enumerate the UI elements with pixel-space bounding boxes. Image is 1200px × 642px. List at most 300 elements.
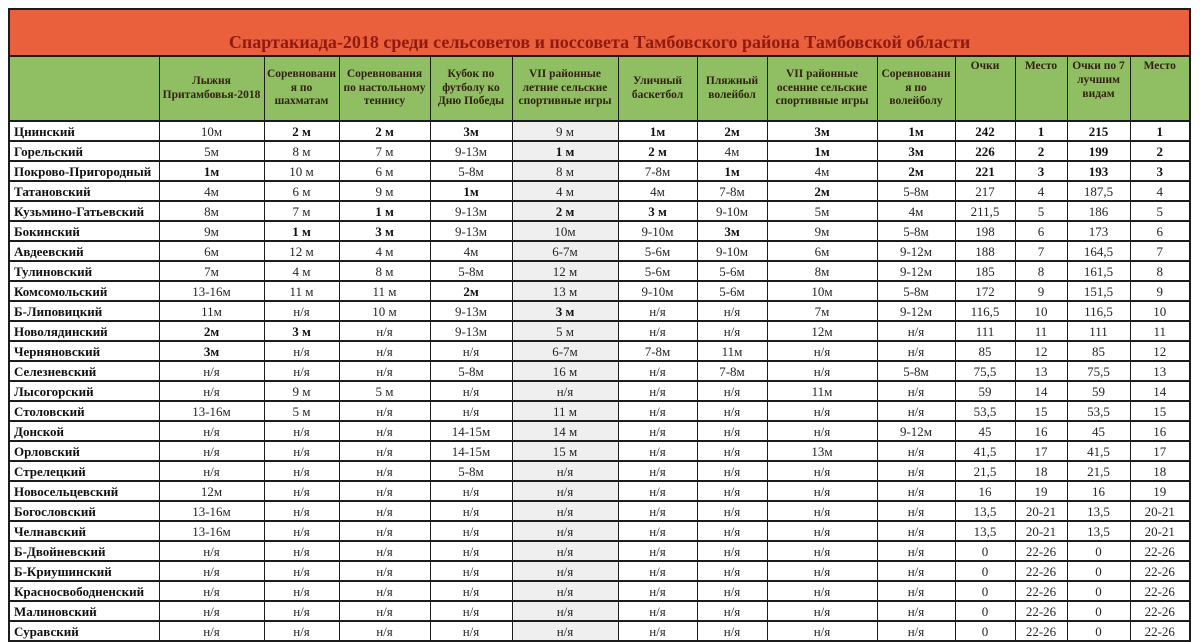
result-cell: н/я [339,461,430,481]
table-row [9,361,1190,381]
result-cell: 20-21 [1015,501,1067,521]
result-cell: 1 [1130,121,1190,141]
result-cell: 5-6м [697,281,767,301]
result-cell: 2 [1015,141,1067,161]
result-cell: 173 [1067,221,1130,241]
table-row [9,541,1190,561]
result-cell: 12м [767,321,877,341]
result-cell: 17 [1130,441,1190,461]
result-cell: н/я [767,581,877,601]
column-header: Место [1015,56,1067,121]
result-cell: н/я [877,401,955,421]
result-cell: н/я [877,461,955,481]
result-cell: 45 [955,421,1015,441]
result-cell: н/я [877,341,955,361]
result-cell: н/я [430,401,512,421]
result-cell: 15 м [512,441,618,461]
table-row [9,321,1190,341]
result-cell: 4м [159,181,264,201]
result-cell: 13,5 [1067,501,1130,521]
result-cell: 4 м [264,261,339,281]
result-cell: н/я [339,541,430,561]
result-cell: 16 [955,481,1015,501]
result-cell: н/я [877,441,955,461]
table-row [9,461,1190,481]
result-cell: 11м [697,341,767,361]
column-header: VII районные осенние сельские спортивные игры [767,56,877,121]
row-name-cell: Орловский [9,441,159,461]
row-name-cell: Б-Липовицкий [9,301,159,321]
row-name-cell: Челнавский [9,521,159,541]
result-cell: н/я [767,621,877,641]
result-cell: 2м [767,181,877,201]
result-cell: 41,5 [955,441,1015,461]
result-cell: 11 [1015,321,1067,341]
result-cell: 13,5 [1067,521,1130,541]
result-cell: 10м [159,121,264,141]
result-cell: 19 [1015,481,1067,501]
result-cell: 9-10м [618,281,697,301]
row-name-cell: Селезневский [9,361,159,381]
result-cell: 8 м [264,141,339,161]
result-cell: 0 [1067,601,1130,621]
result-cell: 19 [1130,481,1190,501]
result-cell: 7-8м [618,161,697,181]
result-cell: 59 [1067,381,1130,401]
result-cell: 6-7м [512,241,618,261]
result-cell: 10м [512,221,618,241]
result-cell: 6 [1130,221,1190,241]
result-cell: 5-8м [430,461,512,481]
result-cell: 6 м [264,181,339,201]
result-cell: н/я [697,621,767,641]
result-cell: 215 [1067,121,1130,141]
row-name-cell: Цнинский [9,121,159,141]
column-header: VII районные летние сельские спортивные игры [512,56,618,121]
result-cell: 11 м [264,281,339,301]
result-cell: 2 м [618,141,697,161]
row-name-cell: Комсомольский [9,281,159,301]
row-name-cell: Суравский [9,621,159,641]
result-cell: н/я [159,361,264,381]
result-cell: 10 [1015,301,1067,321]
result-cell: н/я [697,461,767,481]
result-cell: 2 м [512,201,618,221]
result-cell: н/я [697,521,767,541]
result-cell: н/я [697,541,767,561]
table-row [9,301,1190,321]
row-name-cell: Новосельцевский [9,481,159,501]
row-name-cell: Стрелецкий [9,461,159,481]
result-cell: н/я [877,541,955,561]
result-cell: н/я [264,501,339,521]
result-cell: н/я [159,581,264,601]
result-cell: 11м [159,301,264,321]
table-body [9,121,1190,641]
result-cell: н/я [159,461,264,481]
result-cell: н/я [512,601,618,621]
result-cell: 12м [159,481,264,501]
corner-header-cell [9,56,159,121]
result-cell: н/я [159,621,264,641]
result-cell: 161,5 [1067,261,1130,281]
result-cell: н/я [512,501,618,521]
result-cell: 3м [159,341,264,361]
column-header: Лыжня Притамбовья-2018 [159,56,264,121]
result-cell: 5 [1130,201,1190,221]
result-cell: н/я [264,481,339,501]
result-cell: 0 [955,541,1015,561]
column-header: Очки по 7 лучшим видам [1067,56,1130,121]
result-cell: н/я [618,381,697,401]
result-cell: н/я [697,441,767,461]
result-cell: н/я [430,341,512,361]
result-cell: 4 [1015,181,1067,201]
result-cell: 116,5 [1067,301,1130,321]
result-cell: н/я [697,481,767,501]
result-cell: 0 [955,601,1015,621]
result-cell: 21,5 [955,461,1015,481]
table-row [9,241,1190,261]
result-cell: 13-16м [159,281,264,301]
result-cell: н/я [339,441,430,461]
result-cell: н/я [618,601,697,621]
result-cell: н/я [877,481,955,501]
result-cell: 9-13м [430,221,512,241]
result-cell: 22-26 [1130,541,1190,561]
result-cell: 5-8м [430,361,512,381]
result-cell: 8 [1130,261,1190,281]
result-cell: н/я [339,581,430,601]
row-name-cell: Бокинский [9,221,159,241]
result-cell: 75,5 [1067,361,1130,381]
column-header: Соревнования по волейболу [877,56,955,121]
table-row [9,521,1190,541]
result-cell: н/я [264,561,339,581]
table-row [9,401,1190,421]
result-cell: 5 м [339,381,430,401]
result-cell: 85 [1067,341,1130,361]
result-cell: 12 м [264,241,339,261]
result-cell: н/я [430,381,512,401]
result-cell: н/я [767,341,877,361]
result-cell: 5м [159,141,264,161]
result-cell: 22-26 [1015,581,1067,601]
result-cell: н/я [159,421,264,441]
result-cell: н/я [430,501,512,521]
result-cell: н/я [339,561,430,581]
result-cell: н/я [264,521,339,541]
result-cell: н/я [159,441,264,461]
result-cell: 7 м [339,141,430,161]
result-cell: 0 [955,561,1015,581]
result-cell: 2м [430,281,512,301]
result-cell: 221 [955,161,1015,181]
result-cell: 211,5 [955,201,1015,221]
result-cell: 5-8м [877,181,955,201]
result-cell: 5-8м [430,161,512,181]
result-cell: н/я [264,341,339,361]
result-cell: 7 [1130,241,1190,261]
result-cell: 3 [1130,161,1190,181]
result-cell: 151,5 [1067,281,1130,301]
result-cell: н/я [767,421,877,441]
row-name-cell: Столовский [9,401,159,421]
table-row [9,601,1190,621]
result-cell: н/я [512,581,618,601]
result-cell: н/я [618,361,697,381]
result-cell: 3 м [618,201,697,221]
result-cell: н/я [877,581,955,601]
result-cell: 5-8м [877,221,955,241]
result-cell: 13-16м [159,521,264,541]
result-cell: н/я [264,581,339,601]
result-cell: 12 [1130,341,1190,361]
result-cell: 5-6м [618,261,697,281]
result-cell: 5 м [512,321,618,341]
result-cell: н/я [430,601,512,621]
result-cell: 9-13м [430,201,512,221]
row-name-cell: Авдеевский [9,241,159,261]
result-cell: н/я [767,461,877,481]
result-cell: н/я [767,601,877,621]
result-cell: н/я [618,461,697,481]
result-cell: н/я [159,381,264,401]
column-header: Соревнования по настольному теннису [339,56,430,121]
result-cell: н/я [264,421,339,441]
result-cell: н/я [697,601,767,621]
result-cell: 1м [697,161,767,181]
result-cell: 9м [159,221,264,241]
row-name-cell: Лысогорский [9,381,159,401]
result-cell: 111 [955,321,1015,341]
result-cell: 187,5 [1067,181,1130,201]
result-cell: 9-10м [618,221,697,241]
column-header: Соревнования по шахматам [264,56,339,121]
column-header: Кубок по футболу ко Дню Победы [430,56,512,121]
result-cell: 0 [955,621,1015,641]
row-name-cell: Покрово-Пригородный [9,161,159,181]
table-row [9,381,1190,401]
result-cell: 9 м [512,121,618,141]
result-cell: 6 [1015,221,1067,241]
result-cell: 172 [955,281,1015,301]
result-cell: н/я [697,501,767,521]
result-cell: 20-21 [1130,501,1190,521]
result-cell: 13 м [512,281,618,301]
result-cell: 16 м [512,361,618,381]
result-cell: 1м [618,121,697,141]
result-cell: 9 [1130,281,1190,301]
result-cell: 9-13м [430,141,512,161]
result-cell: 5-8м [877,281,955,301]
result-cell: н/я [618,301,697,321]
result-cell: 11 м [339,281,430,301]
result-cell: 10 [1130,301,1190,321]
result-cell: 4м [767,161,877,181]
result-cell: 22-26 [1015,541,1067,561]
result-cell: 11 [1130,321,1190,341]
result-cell: н/я [767,541,877,561]
result-cell: 22-26 [1130,601,1190,621]
result-cell: н/я [264,541,339,561]
result-cell: 4м [430,241,512,261]
result-cell: 20-21 [1015,521,1067,541]
result-cell: н/я [618,521,697,541]
result-cell: 7-8м [697,361,767,381]
result-cell: 188 [955,241,1015,261]
table-row [9,621,1190,641]
result-cell: н/я [339,481,430,501]
page-title: Спартакиада-2018 среди сельсоветов и поссовета Тамбовского района Тамбовской области [9,9,1190,56]
result-cell: 3м [877,141,955,161]
result-cell: 6 м [339,161,430,181]
result-cell: 14 [1015,381,1067,401]
result-cell: н/я [767,521,877,541]
result-cell: 53,5 [955,401,1015,421]
result-cell: 9 [1015,281,1067,301]
result-cell: н/я [264,601,339,621]
result-cell: 20-21 [1130,521,1190,541]
result-cell: 13-16м [159,501,264,521]
result-cell: н/я [618,481,697,501]
result-cell: н/я [339,601,430,621]
result-cell: 7-8м [618,341,697,361]
result-cell: 3 м [264,321,339,341]
result-cell: 9-13м [430,321,512,341]
result-cell: 9-12м [877,261,955,281]
result-cell: 8 [1015,261,1067,281]
result-cell: 5-6м [618,241,697,261]
result-cell: 1 м [512,141,618,161]
result-cell: н/я [264,621,339,641]
result-cell: 4м [877,201,955,221]
result-cell: 12 [1015,341,1067,361]
result-cell: 4 м [339,241,430,261]
result-cell: н/я [264,441,339,461]
row-name-cell: Кузьмино-Гатьевский [9,201,159,221]
result-cell: н/я [697,321,767,341]
result-cell: 53,5 [1067,401,1130,421]
result-cell: 59 [955,381,1015,401]
table-row [9,181,1190,201]
column-header: Место [1130,56,1190,121]
result-cell: н/я [877,561,955,581]
result-cell: н/я [430,581,512,601]
result-cell: 22-26 [1015,621,1067,641]
result-cell: н/я [339,501,430,521]
row-name-cell: Новолядинский [9,321,159,341]
result-cell: н/я [877,381,955,401]
result-cell: н/я [877,321,955,341]
table-row [9,221,1190,241]
result-cell: н/я [697,421,767,441]
table-row [9,341,1190,361]
result-cell: н/я [430,541,512,561]
result-cell: н/я [618,401,697,421]
result-cell: н/я [767,561,877,581]
row-name-cell: Малиновский [9,601,159,621]
result-cell: 8м [159,201,264,221]
result-cell: 217 [955,181,1015,201]
result-cell: 1м [159,161,264,181]
result-cell: 9м [767,221,877,241]
result-cell: 5 м [264,401,339,421]
result-cell: н/я [512,521,618,541]
result-cell: н/я [430,561,512,581]
result-cell: 22-26 [1130,561,1190,581]
result-cell: 185 [955,261,1015,281]
result-cell: 10 м [339,301,430,321]
result-cell: 16 [1130,421,1190,441]
result-cell: 1 [1015,121,1067,141]
result-cell: 14-15м [430,441,512,461]
result-cell: н/я [339,341,430,361]
row-name-cell: Горельский [9,141,159,161]
result-cell: н/я [877,621,955,641]
table-row [9,481,1190,501]
result-cell: н/я [512,461,618,481]
result-cell: 18 [1130,461,1190,481]
result-cell: 85 [955,341,1015,361]
result-cell: 7 м [264,201,339,221]
result-cell: н/я [697,561,767,581]
result-cell: 18 [1015,461,1067,481]
result-cell: 0 [1067,621,1130,641]
result-cell: 6м [159,241,264,261]
result-cell: н/я [512,621,618,641]
result-cell: н/я [264,461,339,481]
result-cell: 2 м [339,121,430,141]
result-cell: 22-26 [1130,581,1190,601]
result-cell: 45 [1067,421,1130,441]
result-cell: 9 м [339,181,430,201]
result-cell: 13-16м [159,401,264,421]
result-cell: 3м [767,121,877,141]
result-cell: н/я [767,481,877,501]
result-cell: н/я [697,401,767,421]
result-cell: н/я [697,381,767,401]
result-cell: н/я [430,621,512,641]
result-cell: 4 [1130,181,1190,201]
result-cell: н/я [697,581,767,601]
result-cell: 5 [1015,201,1067,221]
result-cell: 22-26 [1015,601,1067,621]
row-name-cell: Красносвободненский [9,581,159,601]
result-cell: 3 м [512,301,618,321]
table-row [9,441,1190,461]
result-cell: н/я [339,401,430,421]
result-cell: 5-8м [430,261,512,281]
result-cell: 9-12м [877,301,955,321]
result-cell: н/я [697,301,767,321]
result-cell: н/я [767,501,877,521]
result-cell: н/я [159,601,264,621]
result-cell: н/я [618,541,697,561]
result-cell: н/я [430,481,512,501]
table-row [9,581,1190,601]
result-cell: 12 м [512,261,618,281]
table-row [9,141,1190,161]
result-cell: 3м [430,121,512,141]
result-cell: 8м [767,261,877,281]
result-cell: н/я [339,521,430,541]
result-cell: 4м [618,181,697,201]
result-cell: 9-12м [877,421,955,441]
column-header: Очки [955,56,1015,121]
result-cell: н/я [618,501,697,521]
result-cell: н/я [877,501,955,521]
